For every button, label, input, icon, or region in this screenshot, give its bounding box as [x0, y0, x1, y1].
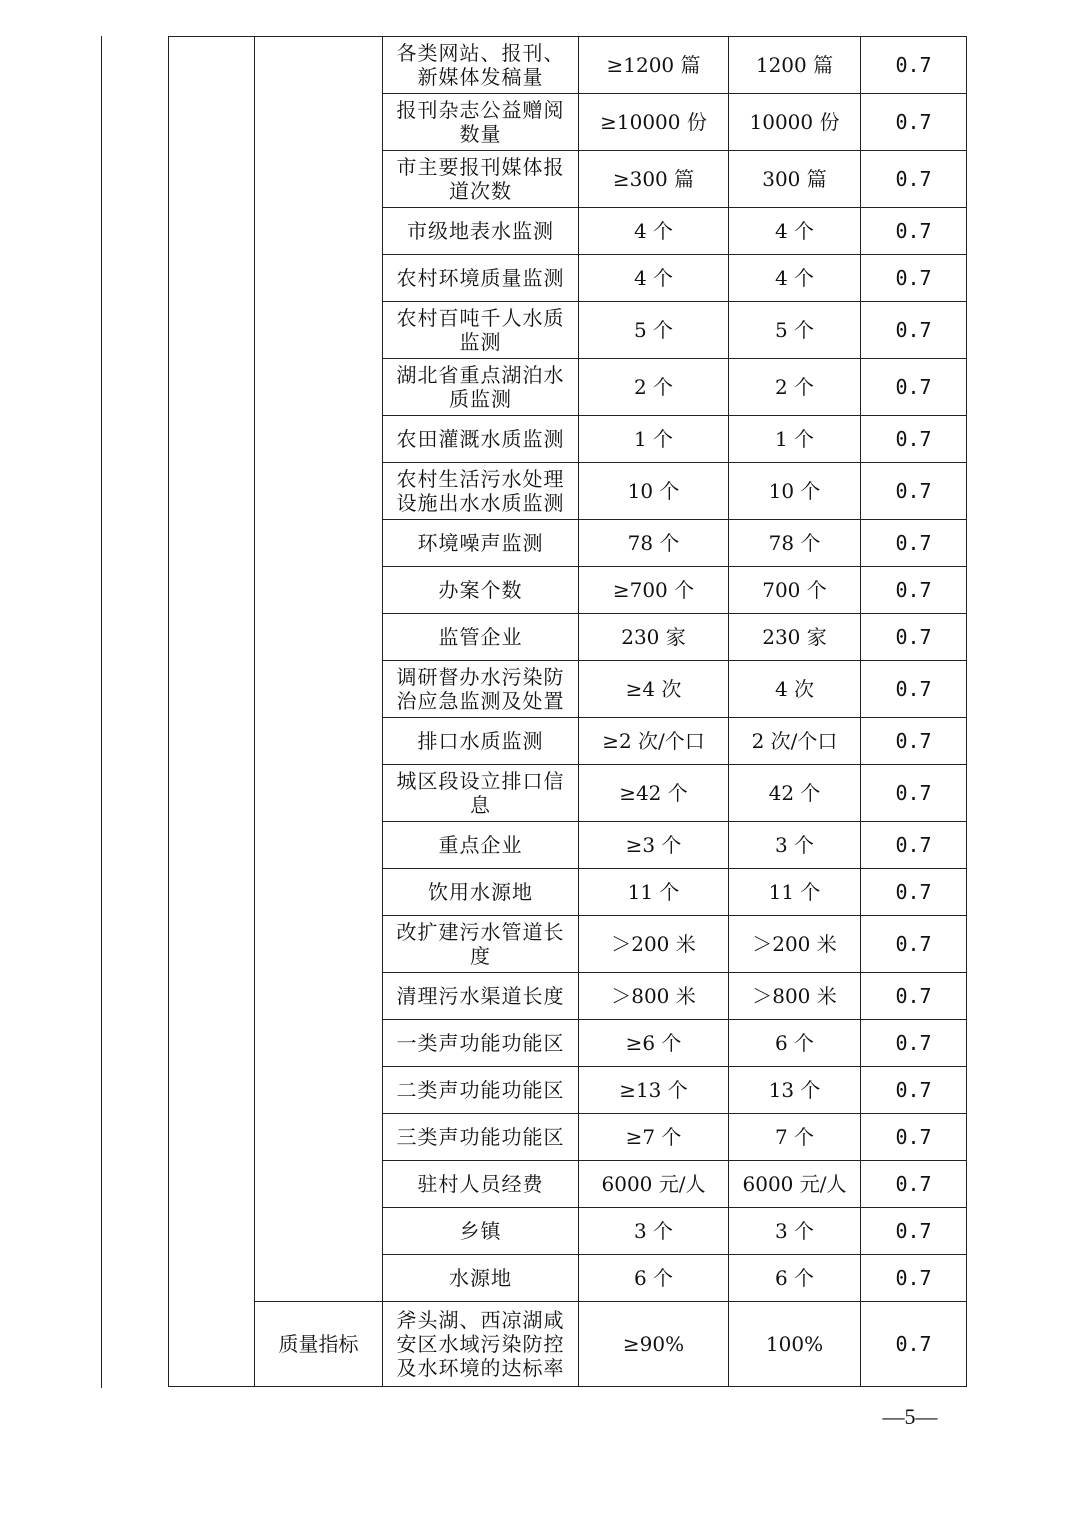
- score-cell: 0.7: [861, 302, 967, 359]
- actual-value-cell: ＞800 米: [729, 973, 861, 1020]
- target-value-cell: 2 个: [579, 359, 729, 416]
- actual-value-cell: 230 家: [729, 614, 861, 661]
- actual-value-cell: 6000 元/人: [729, 1161, 861, 1208]
- indicator-cell: 环境噪声监测: [383, 520, 579, 567]
- score-cell: 0.7: [861, 37, 967, 94]
- indicator-cell: 报刊杂志公益赠阅数量: [383, 94, 579, 151]
- indicator-cell: 清理污水渠道长度: [383, 973, 579, 1020]
- score-cell: 0.7: [861, 463, 967, 520]
- actual-value-cell: 78 个: [729, 520, 861, 567]
- score-cell: 0.7: [861, 822, 967, 869]
- score-cell: 0.7: [861, 718, 967, 765]
- target-value-cell: 3 个: [579, 1208, 729, 1255]
- target-value-cell: ≥10000 份: [579, 94, 729, 151]
- target-value-cell: ≥4 次: [579, 661, 729, 718]
- score-cell: 0.7: [861, 614, 967, 661]
- target-value-cell: ＞200 米: [579, 916, 729, 973]
- indicator-cell: 改扩建污水管道长度: [383, 916, 579, 973]
- score-cell: 0.7: [861, 520, 967, 567]
- actual-value-cell: 2 个: [729, 359, 861, 416]
- target-value-cell: 11 个: [579, 869, 729, 916]
- target-value-cell: ≥13 个: [579, 1067, 729, 1114]
- actual-value-cell: 5 个: [729, 302, 861, 359]
- target-value-cell: 1 个: [579, 416, 729, 463]
- actual-value-cell: 10000 份: [729, 94, 861, 151]
- indicator-cell: 农村百吨千人水质监测: [383, 302, 579, 359]
- actual-value-cell: 10 个: [729, 463, 861, 520]
- actual-value-cell: 7 个: [729, 1114, 861, 1161]
- indicator-cell: 办案个数: [383, 567, 579, 614]
- indicator-cell: 农田灌溉水质监测: [383, 416, 579, 463]
- actual-value-cell: 4 次: [729, 661, 861, 718]
- actual-value-cell: 1200 篇: [729, 37, 861, 94]
- indicator-cell: 市主要报刊媒体报道次数: [383, 151, 579, 208]
- category-cell: [169, 37, 255, 1387]
- score-cell: 0.7: [861, 416, 967, 463]
- indicator-cell: 农村生活污水处理设施出水水质监测: [383, 463, 579, 520]
- quality-category-cell: 质量指标: [255, 1302, 383, 1387]
- score-cell: 0.7: [861, 1161, 967, 1208]
- actual-value-cell: 100%: [729, 1302, 861, 1387]
- target-value-cell: ≥7 个: [579, 1114, 729, 1161]
- target-value-cell: ≥1200 篇: [579, 37, 729, 94]
- score-cell: 0.7: [861, 765, 967, 822]
- table-row: [169, 37, 967, 94]
- indicator-cell: 监管企业: [383, 614, 579, 661]
- indicator-cell: 一类声功能功能区: [383, 1020, 579, 1067]
- table-body: [169, 37, 967, 1387]
- score-cell: 0.7: [861, 359, 967, 416]
- subcategory-cell: [255, 37, 383, 1302]
- indicator-cell: 市级地表水监测: [383, 208, 579, 255]
- actual-value-cell: 11 个: [729, 869, 861, 916]
- score-cell: 0.7: [861, 1302, 967, 1387]
- actual-value-cell: 4 个: [729, 255, 861, 302]
- score-cell: 0.7: [861, 1067, 967, 1114]
- target-value-cell: 6 个: [579, 1255, 729, 1302]
- actual-value-cell: 2 次/个口: [729, 718, 861, 765]
- score-cell: 0.7: [861, 1114, 967, 1161]
- score-cell: 0.7: [861, 1020, 967, 1067]
- target-value-cell: 6000 元/人: [579, 1161, 729, 1208]
- target-value-cell: ≥300 篇: [579, 151, 729, 208]
- actual-value-cell: 4 个: [729, 208, 861, 255]
- score-cell: 0.7: [861, 1255, 967, 1302]
- indicator-cell: 驻村人员经费: [383, 1161, 579, 1208]
- score-cell: 0.7: [861, 151, 967, 208]
- indicator-cell: 调研督办水污染防治应急监测及处置: [383, 661, 579, 718]
- target-value-cell: ≥700 个: [579, 567, 729, 614]
- indicator-cell: 各类网站、报刊、新媒体发稿量: [383, 37, 579, 94]
- score-cell: 0.7: [861, 869, 967, 916]
- actual-value-cell: 3 个: [729, 822, 861, 869]
- actual-value-cell: 1 个: [729, 416, 861, 463]
- indicator-cell: 二类声功能功能区: [383, 1067, 579, 1114]
- score-cell: 0.7: [861, 567, 967, 614]
- actual-value-cell: 13 个: [729, 1067, 861, 1114]
- actual-value-cell: 3 个: [729, 1208, 861, 1255]
- actual-value-cell: 300 篇: [729, 151, 861, 208]
- score-cell: 0.7: [861, 661, 967, 718]
- indicator-cell: 排口水质监测: [383, 718, 579, 765]
- indicator-cell: 农村环境质量监测: [383, 255, 579, 302]
- target-value-cell: ≥2 次/个口: [579, 718, 729, 765]
- actual-value-cell: 6 个: [729, 1255, 861, 1302]
- actual-value-cell: 700 个: [729, 567, 861, 614]
- target-value-cell: 78 个: [579, 520, 729, 567]
- page-left-rule: [101, 36, 102, 1388]
- target-value-cell: 10 个: [579, 463, 729, 520]
- target-value-cell: ≥90%: [579, 1302, 729, 1387]
- target-value-cell: ≥42 个: [579, 765, 729, 822]
- quality-indicator-row: [169, 1302, 967, 1387]
- indicator-cell: 重点企业: [383, 822, 579, 869]
- indicator-cell: 城区段设立排口信息: [383, 765, 579, 822]
- indicator-cell: 湖北省重点湖泊水质监测: [383, 359, 579, 416]
- score-cell: 0.7: [861, 208, 967, 255]
- actual-value-cell: 6 个: [729, 1020, 861, 1067]
- target-value-cell: 4 个: [579, 208, 729, 255]
- indicator-cell: 饮用水源地: [383, 869, 579, 916]
- score-cell: 0.7: [861, 916, 967, 973]
- performance-indicator-table: [168, 36, 967, 1387]
- score-cell: 0.7: [861, 255, 967, 302]
- indicator-cell: 斧头湖、西凉湖咸安区水域污染防控及水环境的达标率: [383, 1302, 579, 1387]
- target-value-cell: ≥3 个: [579, 822, 729, 869]
- score-cell: 0.7: [861, 94, 967, 151]
- indicator-cell: 水源地: [383, 1255, 579, 1302]
- target-value-cell: 5 个: [579, 302, 729, 359]
- score-cell: 0.7: [861, 973, 967, 1020]
- target-value-cell: ＞800 米: [579, 973, 729, 1020]
- target-value-cell: 230 家: [579, 614, 729, 661]
- actual-value-cell: 42 个: [729, 765, 861, 822]
- indicator-cell: 三类声功能功能区: [383, 1114, 579, 1161]
- score-cell: 0.7: [861, 1208, 967, 1255]
- target-value-cell: ≥6 个: [579, 1020, 729, 1067]
- target-value-cell: 4 个: [579, 255, 729, 302]
- actual-value-cell: ＞200 米: [729, 916, 861, 973]
- indicator-cell: 乡镇: [383, 1208, 579, 1255]
- page-number: —5—: [882, 1404, 938, 1429]
